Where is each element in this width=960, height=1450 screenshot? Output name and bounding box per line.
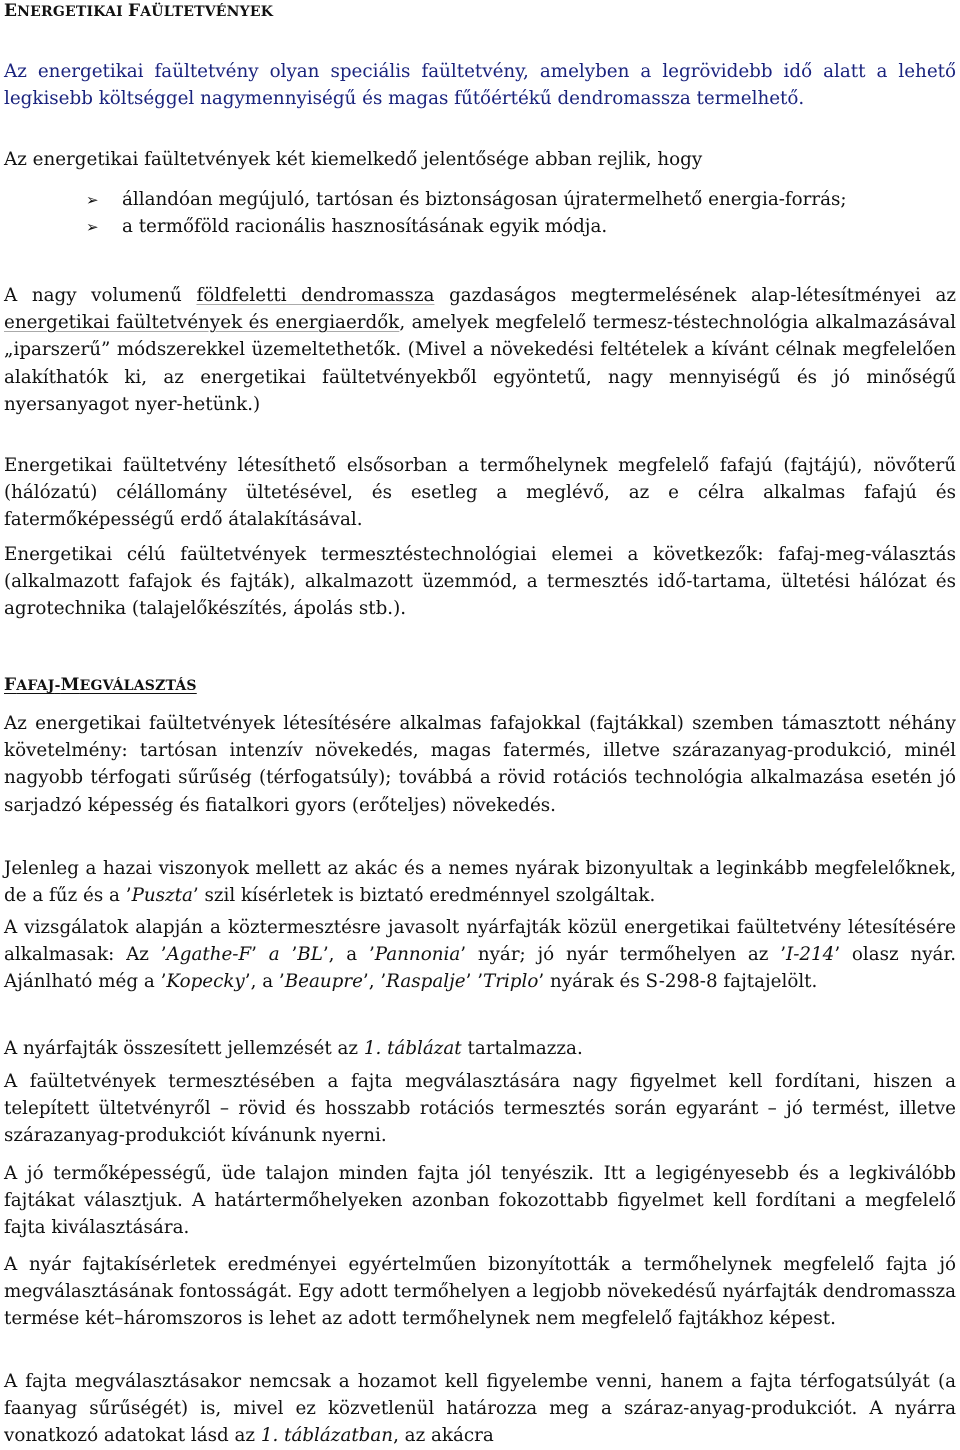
paragraph-soil: A jó termőképességű, üde talajon minden fajta jól tenyészik. Itt a legigényesebb és a legkiválóbb fajtákat választjuk. A határtermőhelyeken azonban fokozottabb figyelmet kell fordítani a megfelelő fajta kiválasztására. bbox=[4, 1163, 956, 1239]
section-heading-energetikai: ENERGETIKAI FAÜLTETVÉNYEK bbox=[4, 1, 274, 21]
technology-block bbox=[4, 541, 956, 623]
text-run: A nyárfajták összesített jellemzését az bbox=[4, 1038, 364, 1059]
italic-term: Raspalje bbox=[386, 971, 466, 993]
text-run: ’ nyárak és S-298-8 fajtajelölt. bbox=[538, 971, 818, 993]
text-run: ’, ’ bbox=[362, 971, 387, 993]
paragraph-definition: Az energetikai faültetvény olyan speciális faültetvény, amelyben a legrövidebb idő alatt a lehető legkisebb költséggel nagymennyiségű és magas fűtőértékű dendromassza termelhető. bbox=[4, 61, 956, 110]
italic-term: Triplo bbox=[483, 971, 539, 993]
text-run: ’ bbox=[279, 944, 298, 966]
significance-list bbox=[4, 186, 956, 240]
highlighted-term: földfeletti dendromassza bbox=[196, 285, 435, 306]
density-block bbox=[4, 1368, 956, 1450]
table-ref-block bbox=[4, 1035, 956, 1062]
arrow-bullet-icon: ➢ bbox=[86, 218, 99, 237]
text-run: Jelenleg a hazai viszonyok mellett az akác és a nemes nyárak bizonyultak a leginkább megfelelőknek, de a fűz és a ’ bbox=[4, 858, 956, 907]
italic-term: Kopecky bbox=[166, 971, 245, 993]
italic-term: a bbox=[268, 944, 280, 966]
intro-block bbox=[4, 58, 956, 112]
table-reference-link[interactable]: 1. táblázat bbox=[363, 1038, 462, 1059]
text-run: A vizsgálatok alapján a köztermesztésre javasolt nyárfajták közül energetikai faültetvény létesítésére alkalmasak: Az ’ bbox=[4, 917, 956, 966]
italic-term: I-214 bbox=[786, 944, 835, 966]
arrow-bullet-icon: ➢ bbox=[86, 191, 99, 210]
text-run: ’ ’ bbox=[465, 971, 484, 993]
text-run: ’ nyár; jó nyár termőhelyen az ’ bbox=[460, 944, 787, 966]
paragraph-volume bbox=[4, 282, 956, 418]
text-run: , amelyek megfelelő termesz-téstechnológia alkalmazásával „iparszerű” módszerekkel üzemeltethetők. (Mivel a növekedési feltételek a kívánt célnak megfelelően alakíthatók ki, az energetikai faültetvényekből egyöntetű, nagy mennyiségű és jó minőségű nyersanyagot nyer-hetünk.) bbox=[4, 312, 956, 415]
selection-block bbox=[4, 1068, 956, 1150]
text-run: A fajta megválasztásakor nemcsak a hozamot kell figyelembe venni, hanem a fajta térfogatsúlyát (a faanyag sűrűségét) is, mivel ez közvetlenül határozza meg a száraz-anyag-produkciót. A nyárra vonatkozó adatokat lásd az bbox=[4, 1371, 956, 1447]
text-run: ’, a ’ bbox=[244, 971, 285, 993]
text-run: tartalmazza. bbox=[461, 1038, 583, 1059]
text-run: ’, a ’ bbox=[322, 944, 375, 966]
paragraph-species bbox=[4, 855, 956, 909]
highlighted-term: energetikai faültetvények és energiaerdők bbox=[4, 312, 400, 334]
text-run: ’ bbox=[251, 944, 269, 966]
paragraph-significance: Az energetikai faültetvények két kiemelkedő jelentősége abban rejlik, hogy bbox=[4, 149, 703, 170]
trials-block bbox=[4, 1251, 956, 1333]
paragraph-requirements: Az energetikai faültetvények létesítésére alkalmas fafajokkal (fajtákkal) szemben támasztott néhány követelmény: tartósan intenzív növekedés, magas fatermés, illetve szárazanyag-produkció, minél nagyobb térfogati sűrűség (térfogatsúly); továbbá a rövid rotációs technológia alkalmazása esetén jó sarjadzó képesség és fiatalkori gyors (erőteljes) növekedés. bbox=[4, 713, 956, 816]
table-reference-link[interactable]: 1. táblázatban bbox=[260, 1425, 394, 1447]
text-run: A nagy volumenű bbox=[4, 285, 197, 306]
italic-term: Pannonia bbox=[374, 944, 461, 966]
paragraph-selection: A faültetvények termesztésében a fajta megválasztására nagy figyelmet kell fordítani, hiszen a telepített ültetvényről – rövid és hosszabb rotációs termesztés során egyaránt – jó termést, illetve szárazanyag-produkciót kívánunk nyerni. bbox=[4, 1071, 956, 1147]
italic-term: Agathe-F bbox=[166, 944, 252, 966]
paragraph-trials: A nyár fajtakísérletek eredményei egyértelműen bizonyították a termőhelynek megfelelő fajta jó megválasztásának fontosságát. Egy adott termőhelyen a legjobb növekedésű nyárfajták dendromassza termése két–háromszoros is lehet az adott termőhelynek nem megfelelő fajtákhoz képest. bbox=[4, 1254, 956, 1330]
paragraph-table-ref bbox=[4, 1035, 956, 1062]
paragraph-density bbox=[4, 1368, 956, 1450]
establishment-block bbox=[4, 452, 956, 534]
paragraph-establishment: Energetikai faültetvény létesíthető elsősorban a termőhelynek megfelelő fafajú (fajtájú), növőterű (hálózatú) célállomány ültetésével, és esetleg a meglévő, az e célra alkalmas fafajú és fatermőképességű erdő átalakításával. bbox=[4, 455, 956, 531]
species-block bbox=[4, 855, 956, 909]
italic-term: BL bbox=[297, 944, 323, 966]
paragraph-varieties bbox=[4, 914, 956, 996]
list-item-text: a termőföld racionális hasznosításának egyik módja. bbox=[122, 216, 608, 238]
requirements-block bbox=[4, 710, 956, 819]
significance-block bbox=[4, 146, 956, 241]
text-run: gazdaságos megtermelésének alap-létesítményei az bbox=[434, 285, 956, 306]
list-item-text: állandóan megújuló, tartósan és biztonságosan újratermelhető energia-forrás; bbox=[122, 189, 847, 211]
volume-block bbox=[4, 282, 956, 418]
italic-term: Beaupre bbox=[284, 971, 363, 993]
varieties-block bbox=[4, 914, 956, 996]
italic-term: Puszta bbox=[131, 885, 193, 907]
soil-block bbox=[4, 1160, 956, 1242]
list-item bbox=[4, 186, 956, 213]
text-run: ’ szil kísérletek is biztató eredménnyel szolgáltak. bbox=[192, 885, 656, 907]
text-run: , az akácra bbox=[393, 1425, 494, 1447]
paragraph-technology: Energetikai célú faültetvények termesztéstechnológiai elemei a következők: fafaj-meg-választás (alkalmazott fafajok és fajták), alkalmazott üzemmód, a termesztés idő-tartama, ültetési hálózat és agrotechnika (talajelőkészítés, ápolás stb.). bbox=[4, 544, 956, 620]
text-run: ’ olasz nyár. Ajánlható még a ’ bbox=[4, 944, 957, 993]
list-item bbox=[4, 213, 956, 240]
section-heading-fafaj: FAFAJ-MEGVÁLASZTÁS bbox=[4, 675, 197, 695]
